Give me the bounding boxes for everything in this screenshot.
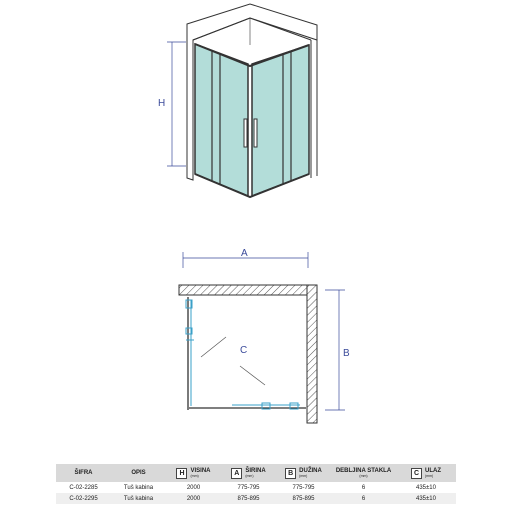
header-glass xyxy=(331,464,396,482)
entry-header-unit: (mm) xyxy=(425,474,434,478)
cell-width: 875-895 xyxy=(221,493,276,504)
entry-label: C xyxy=(240,345,248,356)
left-glass-panel xyxy=(195,44,248,196)
width-header-label: ŠIRINA xyxy=(245,468,266,474)
depth-dimension xyxy=(325,290,345,410)
glass-header-unit: (mm) xyxy=(359,473,368,478)
depth-label: B xyxy=(343,348,350,359)
cell-length: 775-795 xyxy=(276,482,331,493)
length-header-label: DUŽINA xyxy=(299,468,322,474)
cell-entry: 435±10 xyxy=(396,493,456,504)
left-handle xyxy=(244,119,247,147)
header-desc: OPIS xyxy=(111,464,166,482)
height-header-unit: (mm) xyxy=(190,474,199,478)
height-dimension xyxy=(167,42,186,166)
header-length xyxy=(276,464,331,482)
cell-desc: Tuš kabina xyxy=(111,493,166,504)
table-header-row xyxy=(56,464,456,482)
spec-table xyxy=(56,464,456,504)
cell-code: C-02-2285 xyxy=(56,482,111,493)
header-width xyxy=(221,464,276,482)
right-handle xyxy=(254,119,257,147)
back-wall xyxy=(179,285,317,295)
cell-height: 2000 xyxy=(166,493,221,504)
header-height xyxy=(166,464,221,482)
cell-code: C-02-2295 xyxy=(56,493,111,504)
height-box: H xyxy=(176,468,187,479)
side-wall xyxy=(307,285,317,423)
width-header-unit: (mm) xyxy=(245,474,254,478)
cell-glass: 6 xyxy=(331,482,396,493)
right-glass-panel xyxy=(252,45,309,196)
cell-glass: 6 xyxy=(331,493,396,504)
header-entry xyxy=(396,464,456,482)
cell-height: 2000 xyxy=(166,482,221,493)
length-header-unit: (mm) xyxy=(299,474,308,478)
perspective-view xyxy=(158,4,317,197)
header-code: ŠIFRA xyxy=(56,464,111,482)
glass-header-label: DEBLJINA STAKLA xyxy=(335,467,392,474)
cell-length: 875-895 xyxy=(276,493,331,504)
entry-box: C xyxy=(411,468,422,479)
width-box: A xyxy=(231,468,242,479)
height-header-label: VISINA xyxy=(190,468,211,474)
table-row xyxy=(56,482,456,493)
height-label: H xyxy=(158,98,166,109)
cell-width: 775-795 xyxy=(221,482,276,493)
width-label: A xyxy=(241,248,248,259)
table-row xyxy=(56,493,456,504)
entry-header-label: ULAZ xyxy=(425,468,441,474)
plan-view xyxy=(179,248,350,423)
length-box: B xyxy=(285,468,296,479)
cell-desc: Tuš kabina xyxy=(111,482,166,493)
cell-entry: 435±10 xyxy=(396,482,456,493)
